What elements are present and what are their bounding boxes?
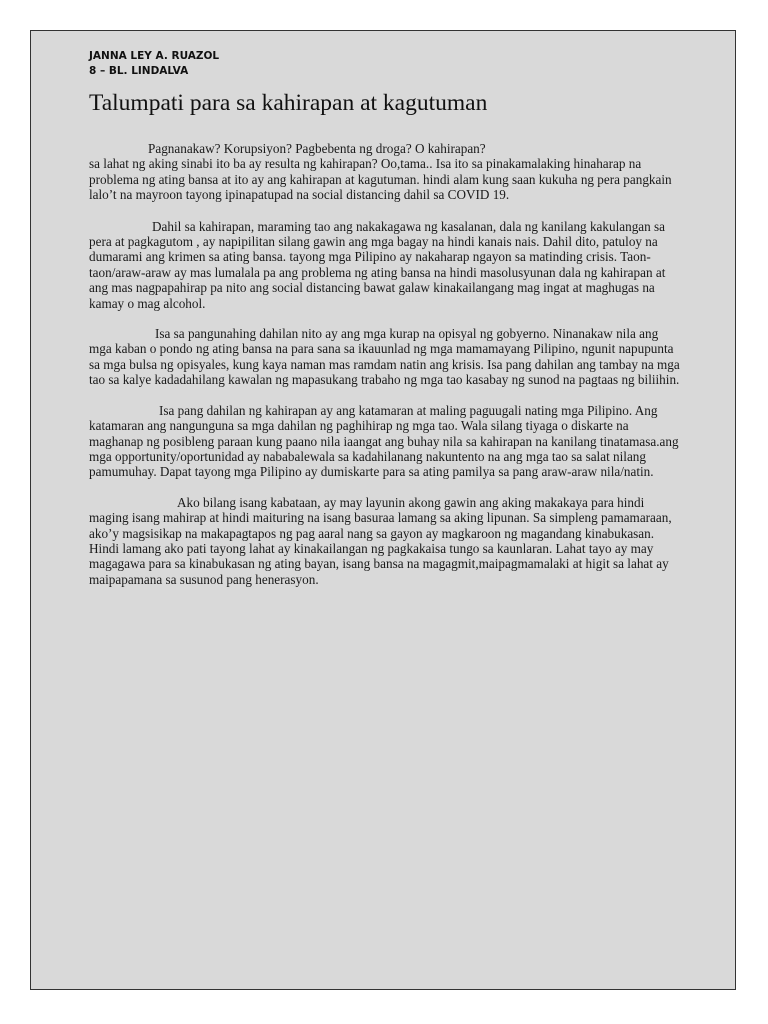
paragraph-1 bbox=[89, 141, 681, 203]
paragraph-3 bbox=[89, 326, 681, 388]
paragraph-5 bbox=[89, 495, 681, 587]
speech-body bbox=[89, 141, 681, 587]
author-section: 8 – BL. LINDALVA bbox=[89, 65, 189, 77]
document-content bbox=[89, 49, 681, 602]
document-title: Talumpati para sa kahirapan at kagutuman bbox=[89, 90, 488, 116]
paragraph-1-rest: sa lahat ng aking sinabi ito ba ay resulta ng kahirapan? Oo,tama.. Isa ito sa pinakamalaking hinaharap na problema ng ating bansa at ito ay ang kahirapan at kagutuman. hindi alam kung saan kukuha ng pera pangkain lalo’t na mayroon tayong ipinapatupad na social distancing dahil sa COVID 19. bbox=[89, 156, 672, 203]
paragraph-4 bbox=[89, 403, 681, 480]
paragraph-4-text: Isa pang dahilan ng kahirapan ay ang katamaran at maling paguugali nating mga Pilipino. Ang katamaran ang nangunguna sa mga dahilan ng paghihirap ng mga tao. Wala silang tiyaga o diskarte na maghanap ng posibleng paraan kung paano nila iaangat ang buhay nila sa kahirapan na kanilang tinatamasa.ang mga opportunity/oportunidad ay nababalewala sa kadahilanang nakuntento na ang mga tao sa salat nilang pamumuhay. Dapat tayong mga Pilipino ay dumiskarte para sa ating pamilya sa pang araw-araw nila/natin. bbox=[89, 402, 679, 480]
paragraph-1-first-line: Pagnanakaw? Korupsiyon? Pagbebenta ng droga? O kahirapan? bbox=[148, 141, 486, 156]
document-page bbox=[30, 30, 736, 990]
author-name: JANNA LEY A. RUAZOL bbox=[89, 50, 220, 62]
paragraph-2 bbox=[89, 219, 681, 311]
paragraph-3-text: Isa sa pangunahing dahilan nito ay ang mga kurap na opisyal ng gobyerno. Ninanakaw nila ang mga kaban o pondo ng ating bansa na para sana sa ikauunlad ng mga mamamayang Pilipino, ngunit napupunta sa mga bulsa ng opisyales, kung kaya naman mas ramdam natin ang krisis. Isa pang dahilan ang tambay na mga tao sa kalye kadadahilang kawalan ng mapasukang trabaho ng mga tao kasabay ng sunod na pagtaas ng biliihin. bbox=[89, 326, 680, 388]
author-block bbox=[89, 49, 681, 79]
paragraph-2-text: Dahil sa kahirapan, maraming tao ang nakakagawa ng kasalanan, dala ng kanilang kakulangan sa pera at pagkagutom , ay napipilitan silang gawin ang mga bagay na hindi kanais nais. Dahil dito, patuloy na dumarami ang krimen sa ating bansa. tayong mga Pilipino ay nakaharap ngayon sa matinding crisis. Taon-taon/araw-araw ay mas lumalala pa ang problema ng ating bansa na hindi masolusyunan dala ng kahirapan at ang mas nagpapahirap pa nito ang social distancing bawat galaw kinakailangang mag ingat at maghugas na kamay o mag alcohol. bbox=[89, 218, 666, 311]
paragraph-5-text: Ako bilang isang kabataan, ay may layunin akong gawin ang aking makakaya para hindi maging isang mahirap at hindi maituring na isang basuraa lamang sa aking lipunan. Sa simpleng pamamaraan, ako’y magsisikap na makapagtapos ng pag aaral nang sa gayon ay magkaroon ng magandang kinabukasan. Hindi lamang ako pati tayong lahat ay kinakailangan ng pagkakaisa tungo sa kaunlaran. Lahat tayo ay may magagawa para sa kinabukasan ng ating bayan, isang bansa na magagmit,maipagmamalaki at higit sa lahat ay maipapamana sa susunod pang henerasyon. bbox=[89, 494, 672, 587]
